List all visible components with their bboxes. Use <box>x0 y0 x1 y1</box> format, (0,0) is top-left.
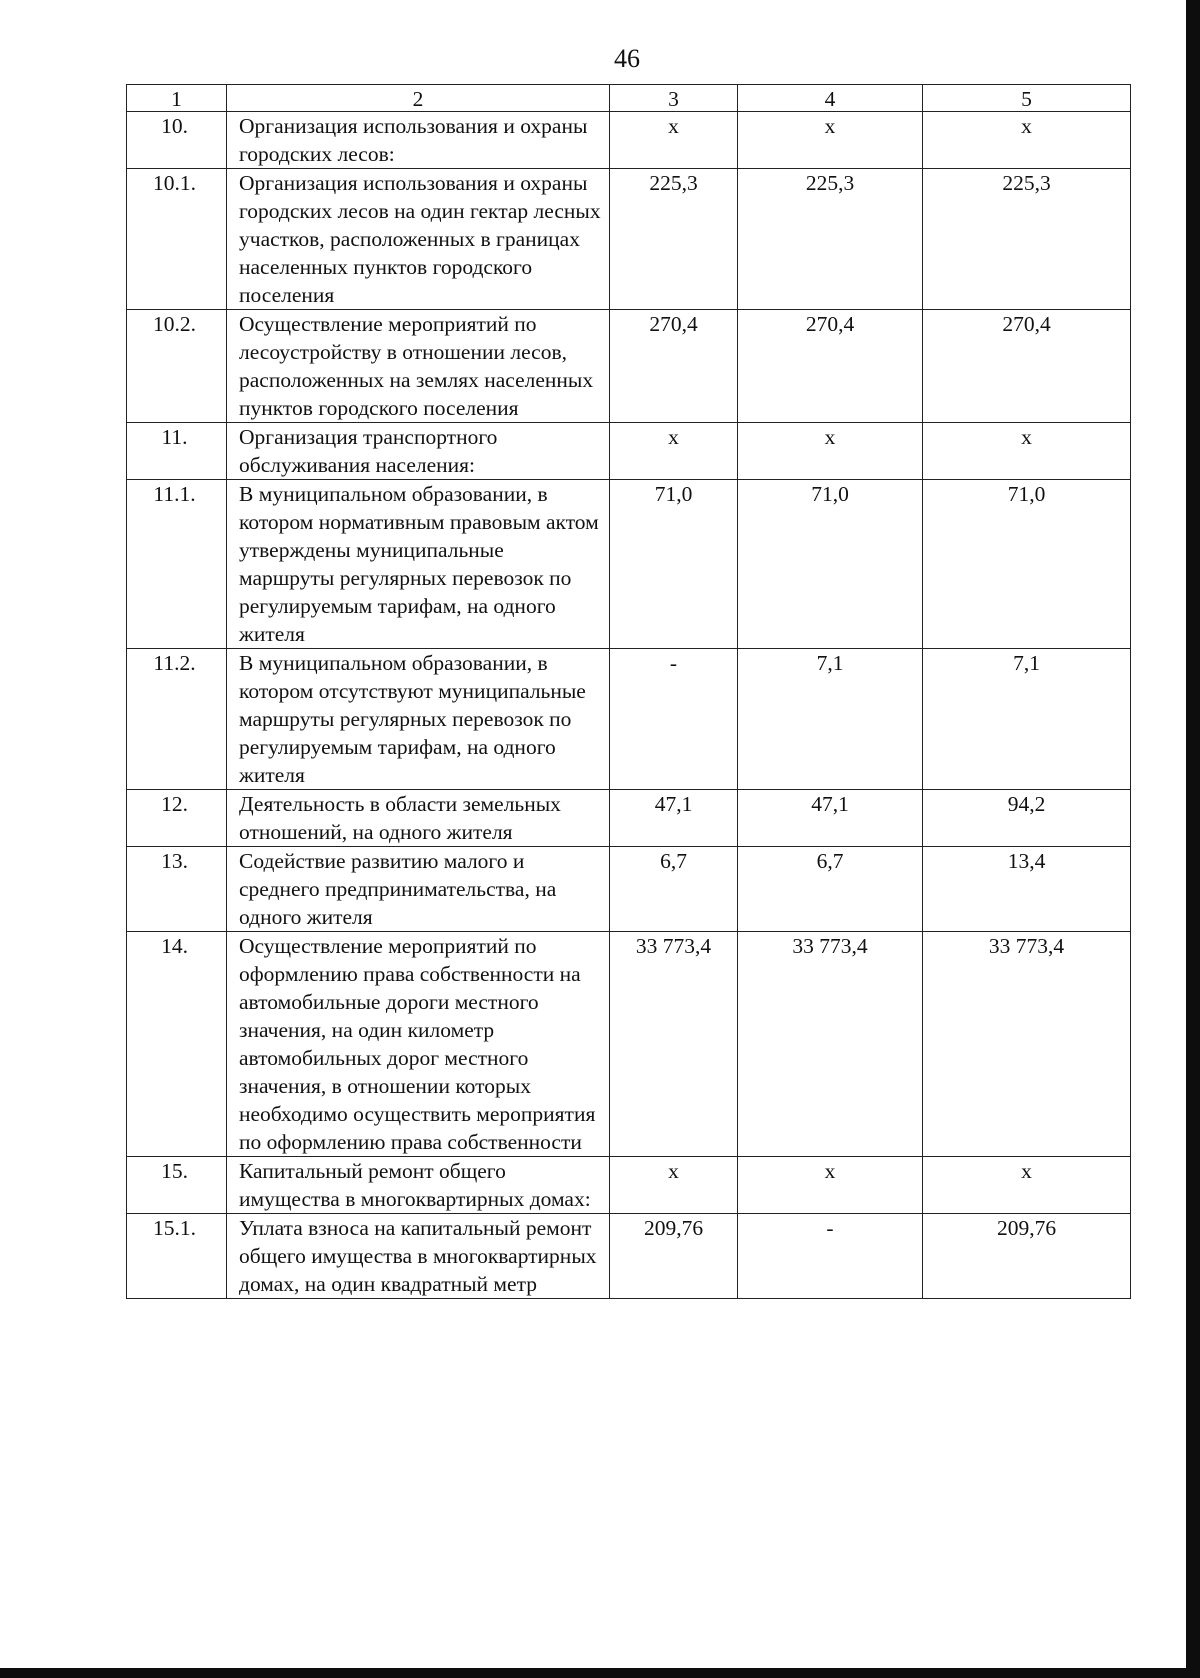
table-row <box>127 790 1131 847</box>
row-number: 13. <box>127 847 227 932</box>
value-col-4: х <box>738 1157 923 1214</box>
table-header-row <box>127 85 1131 112</box>
value-col-5: х <box>923 1157 1131 1214</box>
row-number: 11.2. <box>127 649 227 790</box>
row-name: Организация использования и охраны городских лесов: <box>227 112 610 169</box>
row-number: 14. <box>127 932 227 1157</box>
value-col-4: 225,3 <box>738 169 923 310</box>
row-number: 11.1. <box>127 480 227 649</box>
value-col-3: х <box>610 1157 738 1214</box>
value-col-5: 94,2 <box>923 790 1131 847</box>
value-col-4: 6,7 <box>738 847 923 932</box>
row-name: В муниципальном образовании, в котором нормативным правовым актом утверждены муниципальные маршруты регулярных перевозок по регулируемым тарифам, на одного жителя <box>227 480 610 649</box>
row-number: 11. <box>127 423 227 480</box>
value-col-3: 6,7 <box>610 847 738 932</box>
row-name: В муниципальном образовании, в котором отсутствуют муниципальные маршруты регулярных перевозок по регулируемым тарифам, на одного жителя <box>227 649 610 790</box>
value-col-4: 71,0 <box>738 480 923 649</box>
value-col-3: 33 773,4 <box>610 932 738 1157</box>
value-col-3: 71,0 <box>610 480 738 649</box>
row-name: Осуществление мероприятий по лесоустройству в отношении лесов, расположенных на землях населенных пунктов городского поселения <box>227 310 610 423</box>
table-row <box>127 480 1131 649</box>
row-number: 10.1. <box>127 169 227 310</box>
value-col-3: х <box>610 423 738 480</box>
table-row <box>127 847 1131 932</box>
row-name: Уплата взноса на капитальный ремонт общего имущества в многоквартирных домах, на один квадратный метр <box>227 1214 610 1299</box>
table-row <box>127 169 1131 310</box>
data-table <box>126 84 1131 1299</box>
scan-edge-bottom <box>0 1668 1200 1678</box>
value-col-5: 7,1 <box>923 649 1131 790</box>
table-row <box>127 649 1131 790</box>
value-col-3: 270,4 <box>610 310 738 423</box>
row-name: Организация использования и охраны городских лесов на один гектар лесных участков, расположенных в границах населенных пунктов городского поселения <box>227 169 610 310</box>
value-col-5: х <box>923 423 1131 480</box>
value-col-4: х <box>738 112 923 169</box>
table-row <box>127 310 1131 423</box>
column-header: 5 <box>923 85 1131 112</box>
value-col-4: 47,1 <box>738 790 923 847</box>
row-number: 10. <box>127 112 227 169</box>
row-number: 10.2. <box>127 310 227 423</box>
value-col-5: х <box>923 112 1131 169</box>
value-col-3: - <box>610 649 738 790</box>
value-col-5: 225,3 <box>923 169 1131 310</box>
value-col-4: х <box>738 423 923 480</box>
column-header: 1 <box>127 85 227 112</box>
table-row <box>127 1157 1131 1214</box>
scan-edge-right <box>1186 0 1200 1678</box>
row-number: 12. <box>127 790 227 847</box>
table-row <box>127 932 1131 1157</box>
page-number: 46 <box>614 44 640 73</box>
value-col-5: 209,76 <box>923 1214 1131 1299</box>
column-header: 4 <box>738 85 923 112</box>
value-col-4: 7,1 <box>738 649 923 790</box>
row-number: 15.1. <box>127 1214 227 1299</box>
value-col-4: 33 773,4 <box>738 932 923 1157</box>
column-header: 3 <box>610 85 738 112</box>
row-name: Осуществление мероприятий по оформлению права собственности на автомобильные дороги местного значения, на один километр автомобильных дорог местного значения, в отношении которых необходимо осуществить мероприятия по оформлению права собственности <box>227 932 610 1157</box>
value-col-3: 47,1 <box>610 790 738 847</box>
value-col-3: х <box>610 112 738 169</box>
value-col-5: 71,0 <box>923 480 1131 649</box>
row-name: Содействие развитию малого и среднего предпринимательства, на одного жителя <box>227 847 610 932</box>
row-number: 15. <box>127 1157 227 1214</box>
table-row <box>127 423 1131 480</box>
value-col-3: 209,76 <box>610 1214 738 1299</box>
table-row <box>127 112 1131 169</box>
value-col-4: - <box>738 1214 923 1299</box>
table-row <box>127 1214 1131 1299</box>
value-col-5: 270,4 <box>923 310 1131 423</box>
value-col-5: 13,4 <box>923 847 1131 932</box>
value-col-4: 270,4 <box>738 310 923 423</box>
row-name: Капитальный ремонт общего имущества в многоквартирных домах: <box>227 1157 610 1214</box>
row-name: Организация транспортного обслуживания населения: <box>227 423 610 480</box>
value-col-3: 225,3 <box>610 169 738 310</box>
column-header: 2 <box>227 85 610 112</box>
row-name: Деятельность в области земельных отношений, на одного жителя <box>227 790 610 847</box>
value-col-5: 33 773,4 <box>923 932 1131 1157</box>
